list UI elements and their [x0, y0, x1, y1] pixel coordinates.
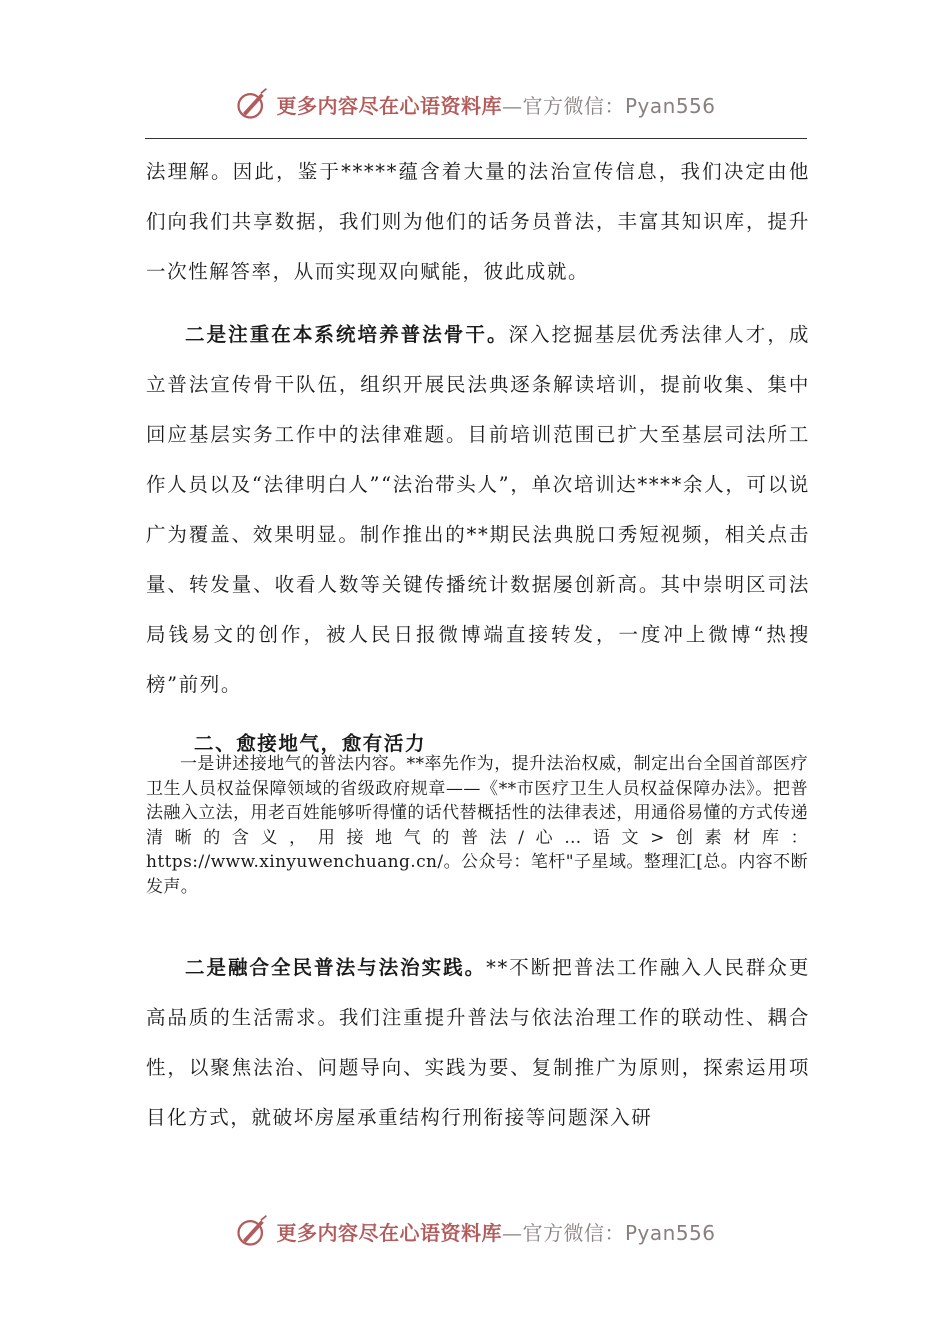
paragraph-grounded-content: 一是讲述接地气的普法内容。**率先作为，提升法治权威，制定出台全国首部医疗卫生人员权益保障领域的省级政府规章——《**市医疗卫生人员权益保障办法》。把普法融入立法，用老百姓能够听得懂的话代替概括性的法律表述，用通俗易懂的方式传递清晰的含义，用接地气的普法/心…语文>创素材库：https://www.xinyuwenchuang.cn/。公众号：笔杆"子星域。整理汇[总。内容不断发声。	[146, 754, 808, 897]
section-heading: 二、愈接地气，愈有活力	[194, 732, 427, 755]
paragraph-lead: 二是融合全民普法与法治实践。	[185, 956, 487, 979]
header-rule	[145, 138, 807, 139]
paragraph-backbone-training: 二是注重在本系统培养普法骨干。深入挖掘基层优秀法律人才，成立普法宣传骨干队伍，组织开展民法典逐条解读培训，提前收集、集中回应基层实务工作中的法律难题。目前培训范围已扩大至基层司法所工作人员以及“法律明白人”“法治带头人”，单次培训达****余人，可以说广为覆盖、效果明显。制作推出的**期民法典脱口秀短视频，相关点击量、转发量、收看人数等关键传播统计数据屡创新高。其中崇明区司法局钱易文的创作，被人民日报微博端直接转发，一度冲上微博“热搜榜”前列。	[146, 323, 810, 696]
pen-logo-icon	[234, 1213, 270, 1249]
banner-text: 更多内容尽在心语资料库—官方微信：Pyan556	[276, 93, 716, 118]
header-banner	[0, 84, 950, 124]
paragraph-lead: 二是注重在本系统培养普法骨干。	[185, 323, 509, 346]
paragraph-continued: 法理解。因此，鉴于*****蕴含着大量的法治宣传信息，我们决定由他们向我们共享数据，我们则为他们的话务员普法，丰富其知识库，提升一次性解答率，从而实现双向赋能，彼此成就。	[146, 160, 810, 283]
banner-text: 更多内容尽在心语资料库—官方微信：Pyan556	[276, 1220, 716, 1245]
pen-logo-icon	[234, 86, 270, 122]
paragraph-practice-integration: 二是融合全民普法与法治实践。**不断把普法工作融入人民群众更高品质的生活需求。我们注重提升普法与依法治理工作的联动性、耦合性，以聚焦法治、问题导向、实践为要、复制推广为原则，探索运用项目化方式，就破坏房屋承重结构行刑衔接等问题深入研	[146, 956, 810, 1129]
footer-banner	[0, 1211, 950, 1251]
